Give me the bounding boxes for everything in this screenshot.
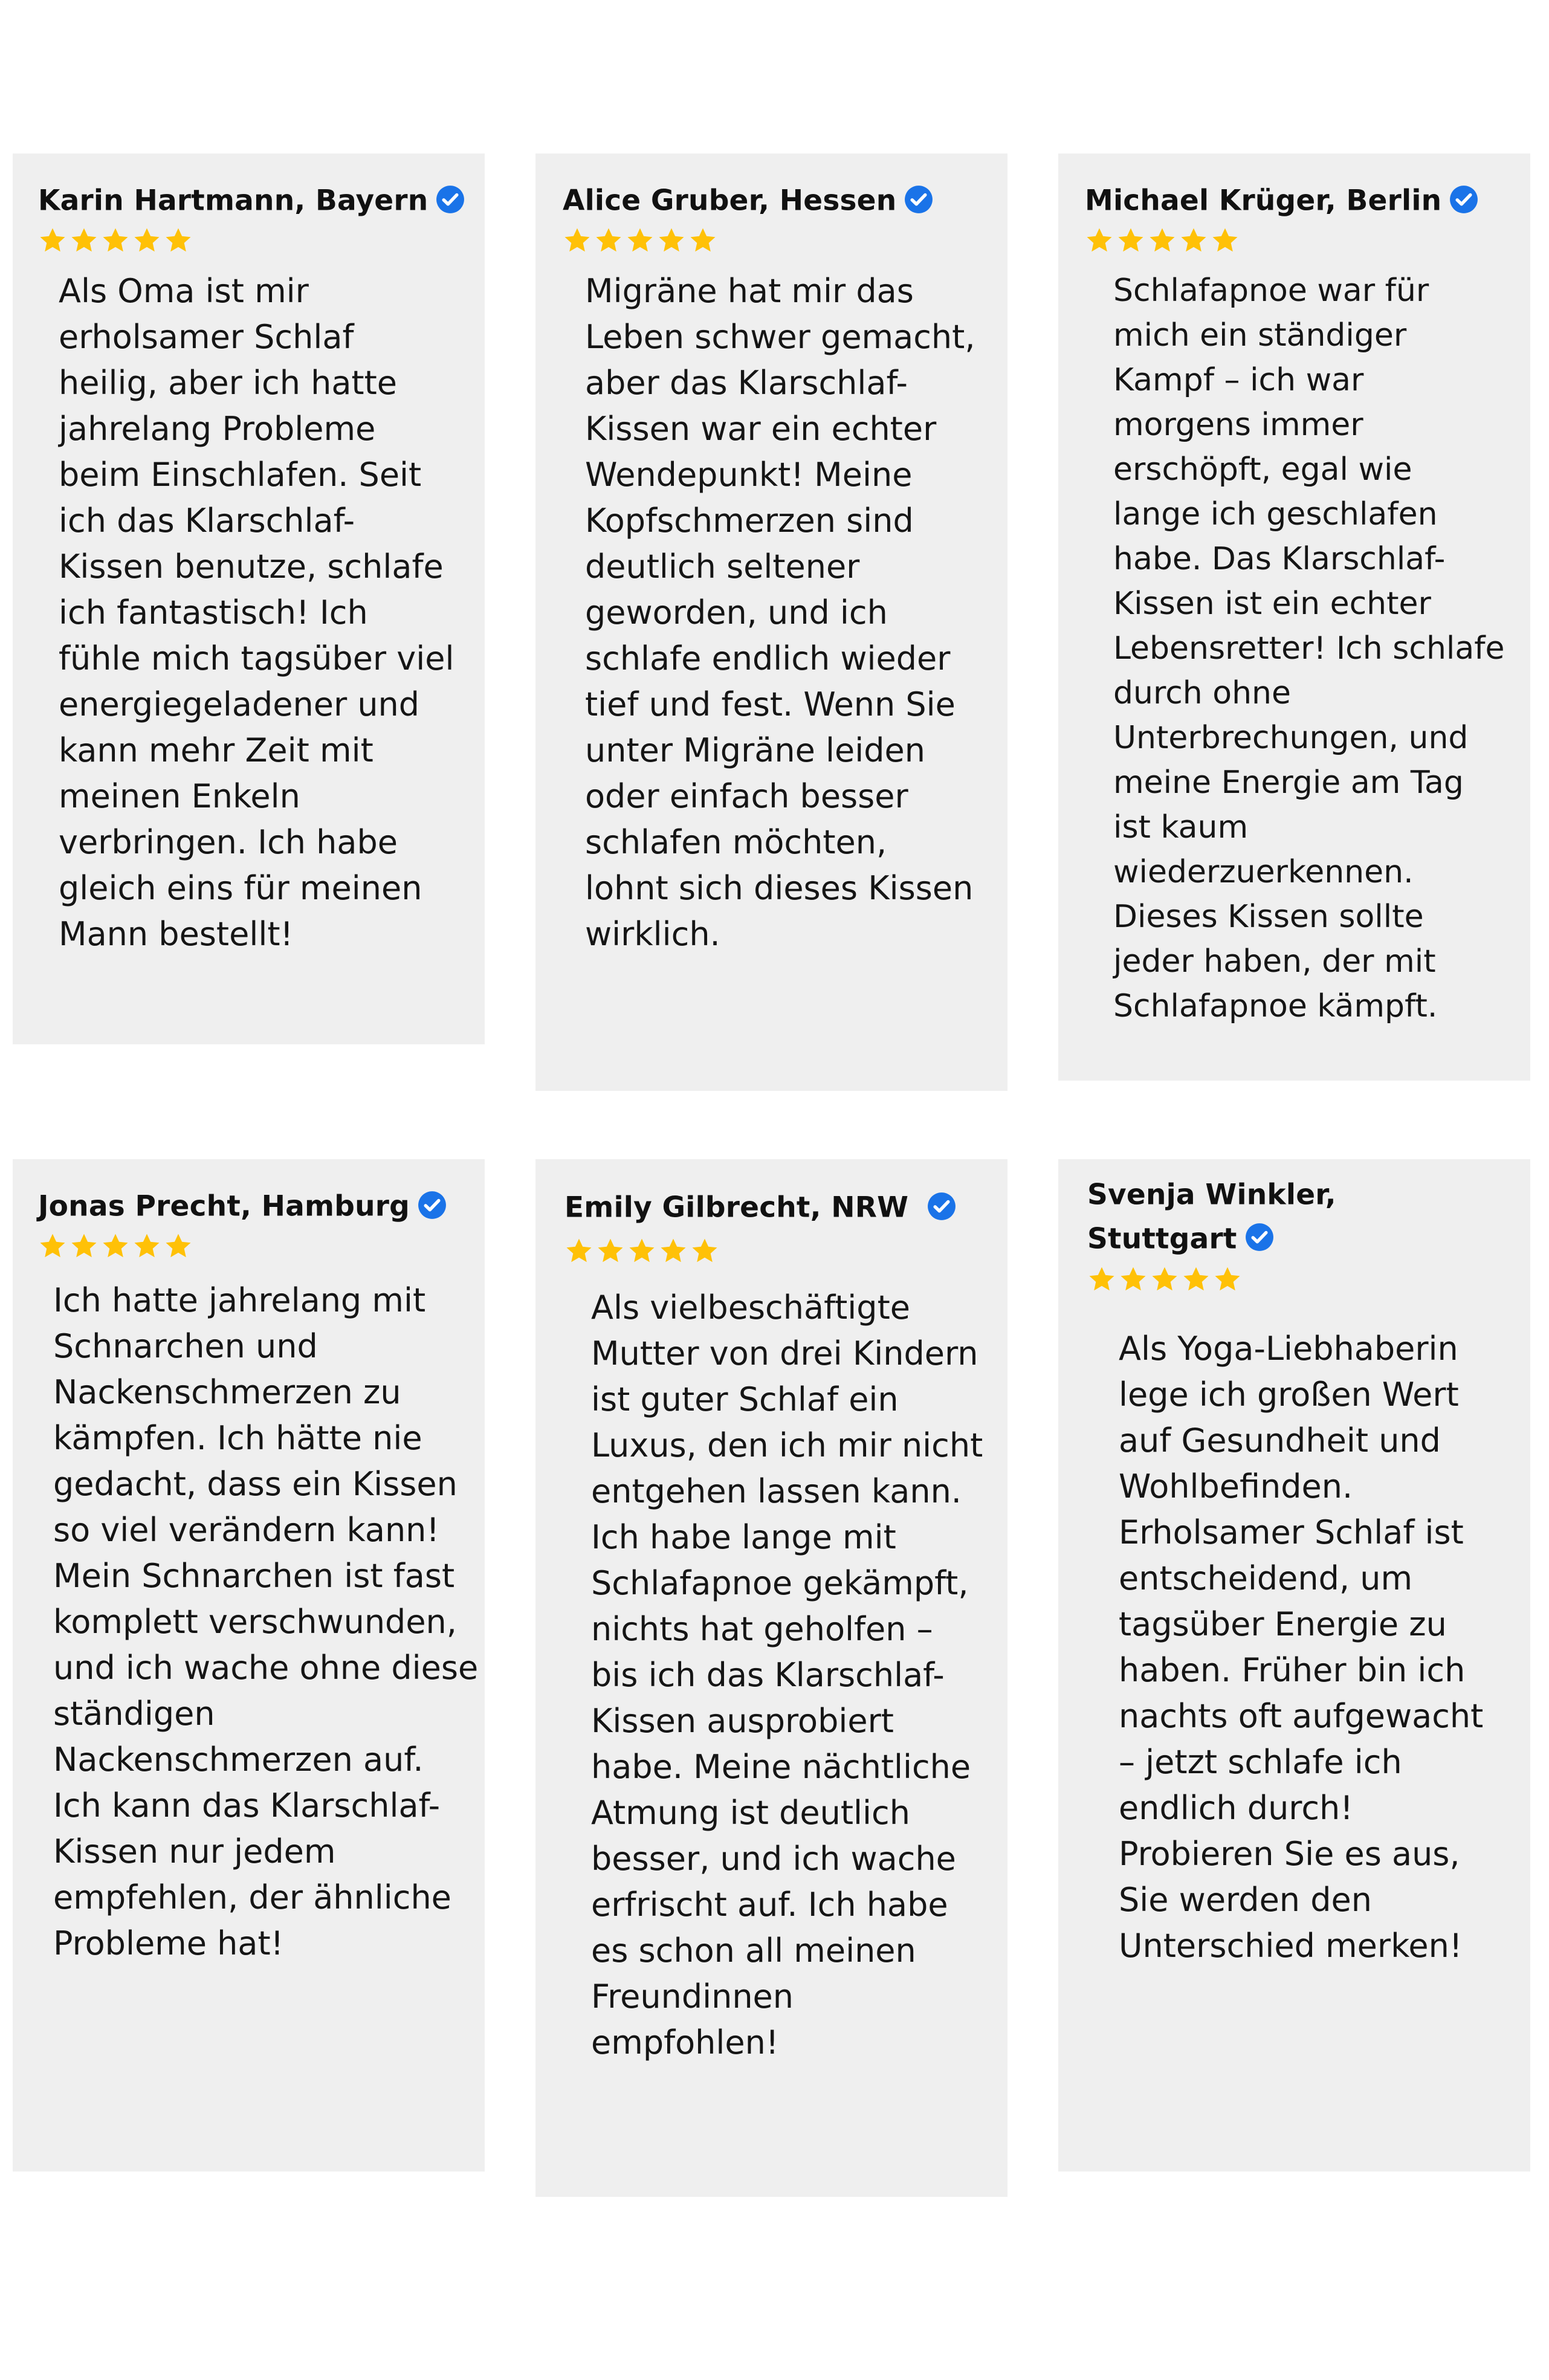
verified-check-icon: [1449, 184, 1479, 215]
review-card: [13, 1159, 485, 2171]
star-icon: [1116, 226, 1145, 255]
star-icon: [657, 226, 686, 255]
reviewer-name-row: [38, 179, 479, 222]
review-text: Als vielbeschäftigte Mutter von drei Kindern ist guter Schlaf ein Luxus, den ich mir nicht entgehen lassen kann. Ich habe lange mit Schlafapnoe gekämpft, nichts hat geholfen – bis ich das Klarschlaf-Kissen ausprobiert habe. Meine nächtliche Atmung ist deutlich besser, und ich wache erfrischt auf. Ich habe es schon all meinen Freundinnen empfohlen!: [591, 1289, 983, 2061]
star-icon: [132, 1232, 161, 1261]
review-text: Als Oma ist mir erholsamer Schlaf heilig, aber ich hatte jahrelang Probleme beim Einschlafen. Seit ich das Klarschlaf-Kissen benutze, schlafe ich fantastisch! Ich fühle mich tagsüber viel energiegeladener und kann mehr Zeit mit meinen Enkeln verbringen. Ich habe gleich eins für meinen Mann bestellt!: [59, 272, 454, 953]
star-rating: [564, 1237, 719, 1266]
review-text: Als Yoga-Liebhaberin lege ich großen Wert auf Gesundheit und Wohlbefinden. Erholsamer Schlaf ist entscheidend, um tagsüber Energie zu haben. Früher bin ich nachts oft aufgewacht – jetzt schlafe ich endlich durch! Probieren Sie es aus, Sie werden den Unterschied merken!: [1119, 1330, 1484, 1965]
star-icon: [596, 1237, 625, 1266]
verified-check-icon: [926, 1191, 957, 1221]
star-icon: [627, 1237, 656, 1266]
reviewer-name-row: [1087, 1172, 1458, 1260]
review-card: [13, 154, 485, 1044]
star-icon: [1179, 226, 1208, 255]
reviewer-name-row: [564, 1186, 1001, 1229]
star-icon: [132, 226, 161, 255]
review-card: [535, 1159, 1007, 2197]
star-icon: [626, 226, 655, 255]
star-icon: [1213, 1265, 1242, 1294]
star-icon: [563, 226, 592, 255]
star-icon: [164, 1232, 193, 1261]
star-icon: [594, 226, 623, 255]
star-icon: [70, 1232, 99, 1261]
star-icon: [38, 226, 67, 255]
star-icon: [1087, 1265, 1116, 1294]
review-text: Migräne hat mir das Leben schwer gemacht, aber das Klarschlaf-Kissen war ein echter Wendepunkt! Meine Kopfschmerzen sind deutlich seltener geworden, und ich schlafe endlich wieder tief und fest. Wenn Sie unter Migräne leiden oder einfach besser schlafen möchten, lohnt sich dieses Kissen wirklich.: [585, 272, 975, 953]
star-icon: [38, 1232, 67, 1261]
star-icon: [1150, 1265, 1179, 1294]
verified-check-icon: [1244, 1222, 1275, 1252]
star-icon: [1182, 1265, 1211, 1294]
star-icon: [70, 226, 99, 255]
star-icon: [1211, 226, 1240, 255]
star-icon: [164, 226, 193, 255]
star-rating: [1087, 1265, 1242, 1294]
star-rating: [563, 226, 717, 255]
review-card: [1058, 154, 1530, 1081]
star-icon: [690, 1237, 719, 1266]
star-rating: [1085, 226, 1240, 255]
reviewer-name-row: [563, 179, 1001, 222]
reviewer-name-row: [38, 1185, 479, 1227]
verified-check-icon: [904, 184, 934, 215]
star-rating: [38, 226, 193, 255]
review-card: [1058, 1159, 1530, 2171]
star-icon: [1119, 1265, 1148, 1294]
reviewer-name: Michael Krüger, Berlin: [1085, 184, 1442, 218]
verified-check-icon: [417, 1190, 447, 1220]
reviewer-name-row: [1085, 179, 1524, 222]
star-icon: [688, 226, 717, 255]
star-icon: [1148, 226, 1177, 255]
review-text: Ich hatte jahrelang mit Schnarchen und Nackenschmerzen zu kämpfen. Ich hätte nie gedacht, dass ein Kissen so viel verändern kann! Mein Schnarchen ist fast komplett verschwunden, und ich wache ohne diese ständigen Nackenschmerzen auf. Ich kann das Klarschlaf-Kissen nur jedem empfehlen, der ähnliche Probleme hat!: [53, 1281, 479, 1962]
star-icon: [101, 226, 130, 255]
reviewer-name: Emily Gilbrecht, NRW: [564, 1191, 909, 1224]
star-rating: [38, 1232, 193, 1261]
reviewer-name: Svenja Winkler, Stuttgart: [1087, 1178, 1336, 1255]
review-text: Schlafapnoe war für mich ein ständiger Kampf – ich war morgens immer erschöpft, egal wie lange ich geschlafen habe. Das Klarschlaf-Kissen ist ein echter Lebensretter! Ich schlafe durch ohne Unterbrechungen, und meine Energie am Tag ist kaum wiederzuerkennen. Dieses Kissen sollte jeder haben, der mit Schlafapnoe kämpft.: [1113, 273, 1505, 1024]
reviewer-name: Alice Gruber, Hessen: [563, 184, 897, 218]
star-icon: [659, 1237, 688, 1266]
star-icon: [1085, 226, 1114, 255]
star-icon: [564, 1237, 593, 1266]
verified-check-icon: [435, 184, 465, 215]
reviewer-name: Karin Hartmann, Bayern: [38, 184, 428, 218]
star-icon: [101, 1232, 130, 1261]
reviewer-name: Jonas Precht, Hamburg: [38, 1189, 410, 1223]
review-card: [535, 154, 1007, 1091]
